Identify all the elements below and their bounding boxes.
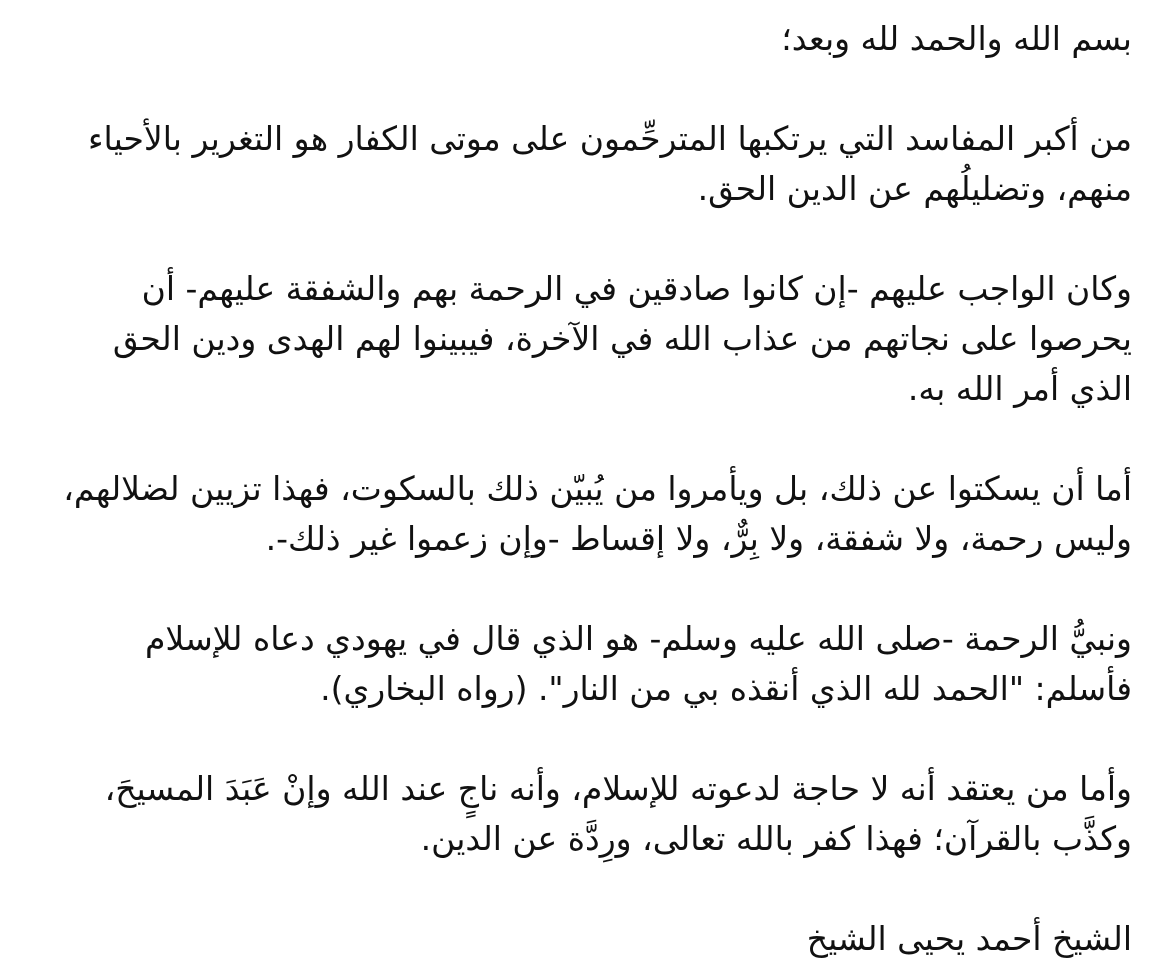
paragraph-4: ونبيُّ الرحمة -صلى الله عليه وسلم- هو الذي قال في يهودي دعاه للإسلام فأسلم: "الحمد لله الذي أنقذه بي من النار". (رواه البخاري).	[144, 619, 1132, 708]
paragraph-5: وأما من يعتقد أنه لا حاجة لدعوته للإسلام، وأنه ناجٍ عند الله وإنْ عَبَدَ المسيحَ، وكذَّب بالقرآن؛ فهذا كفر بالله تعالى، ورِدَّة عن الدين.	[104, 769, 1132, 858]
author-signature: الشيخ أحمد يحيى الشيخ	[806, 919, 1132, 958]
opening-greeting: بسم الله والحمد لله وبعد؛	[781, 19, 1132, 58]
paragraph-1: من أكبر المفاسد التي يرتكبها المترحِّمون على موتى الكفار هو التغرير بالأحياء منهم، وتضليلُهم عن الدين الحق.	[88, 119, 1132, 208]
paragraph-2: وكان الواجب عليهم -إن كانوا صادقين في الرحمة بهم والشفقة عليهم- أن يحرصوا على نجاتهم من عذاب الله في الآخرة، فيبينوا لهم الهدى ودين الحق الذي أمر الله به.	[112, 269, 1132, 408]
paragraph-3: أما أن يسكتوا عن ذلك، بل ويأمروا من يُبيّن ذلك بالسكوت، فهذا تزيين لضلالهم، وليس رحمة، ولا شفقة، ولا بِرٌّ، ولا إقساط -وإن زعموا غير ذلك-.	[63, 469, 1132, 558]
